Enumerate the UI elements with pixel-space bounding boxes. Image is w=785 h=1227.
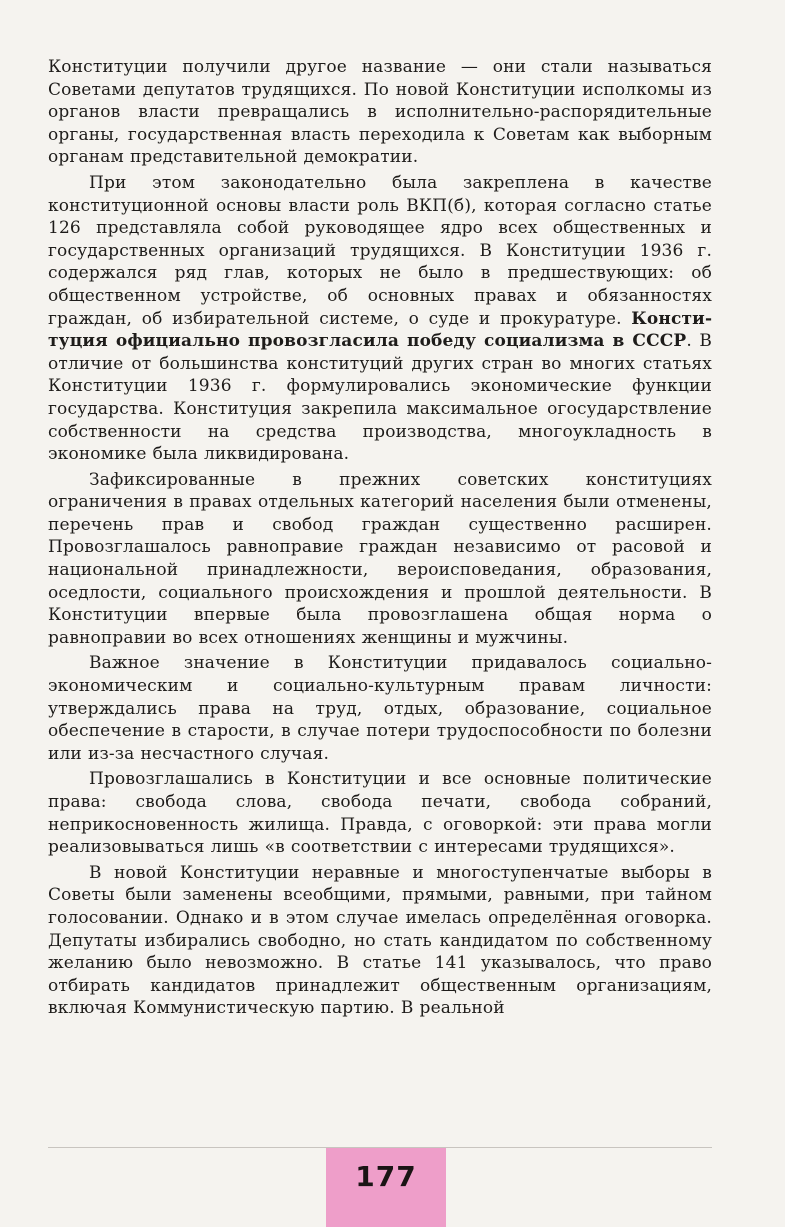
paragraph-6: В новой Конституции неравные и многоступенчатые выборы в Советы были заменены всеобщими, прямыми, равными, при тайном голосовании. Однако и в этом случае имелась определённая оговорка. Депутаты избирались свободно, но стать кандидатом по собственному желанию было невозможно. В статье 141 указывалось, что право отбирать кандидатов принадлежит общественным организациям, включая Коммунистическую партию. В реальной bbox=[48, 862, 712, 1019]
paragraph-3: Зафиксированные в прежних советских конституциях ограничения в правах отдельных категорий населения были отменены, перечень прав и свобод граждан существенно расширен. Провозглашалось равноправие граждан независимо от расовой и национальной принадлежности, вероисповедания, образования, оседлости, социального происхождения и прошлой деятельности. В Конституции впервые была провозглашена общая норма о равноправии во всех отношениях женщины и мужчины. bbox=[48, 469, 712, 648]
paragraph-2 bbox=[48, 172, 712, 466]
paragraph-5: Провозглашались в Конституции и все основные политические права: свобода слова, свобода печати, свобода собраний, неприкосновенность жилища. Правда, с оговоркой: эти права могли реализовываться лишь «в соответствии с интересами трудящихся». bbox=[48, 769, 712, 858]
paragraph-1: Конституции получили другое название — они стали называться Советами депутатов трудящихся. По новой Конституции исполкомы из органов власти превращались в исполнительно-распорядительные органы, государственная власть переходила к Советам как выборным органам представительной демократии. bbox=[48, 57, 712, 168]
page-number: 177 bbox=[355, 1160, 417, 1193]
paragraph-2-end: . В отличие от большинства конституций других стран во многих статьях Конституции 1936 г. формулировались экономические функции государства. Конституция закрепила максимальное огосударствление собственности на средства производства, многоукладность в экономике была ликвидирована. bbox=[48, 331, 712, 465]
paragraph-2-start: При этом законодательно была закреплена в качестве конституционной основы власти роль ВКП(б), которая согласно статье 126 представляла собой руководящее ядро всех общественных и государственных организаций трудящихся. В Конституции 1936 г. содержался ряд глав, которых не было в предшествующих: об общественном устройстве, об основных правах и обязанностях граждан, об избирательной системе, о суде и прокуратуре. bbox=[48, 172, 712, 329]
paragraph-2-bold: Конституция официально провозгласила победу социализма в СССР bbox=[48, 308, 712, 352]
paragraph-4: Важное значение в Конституции придавалось социально-экономическим и социально-культурным правам личности: утверждались права на труд, отдых, образование, социальное обеспечение в старости, в случае потери трудоспособности по болезни или из-за несчастного случая. bbox=[48, 653, 712, 764]
body-text bbox=[48, 56, 712, 1020]
